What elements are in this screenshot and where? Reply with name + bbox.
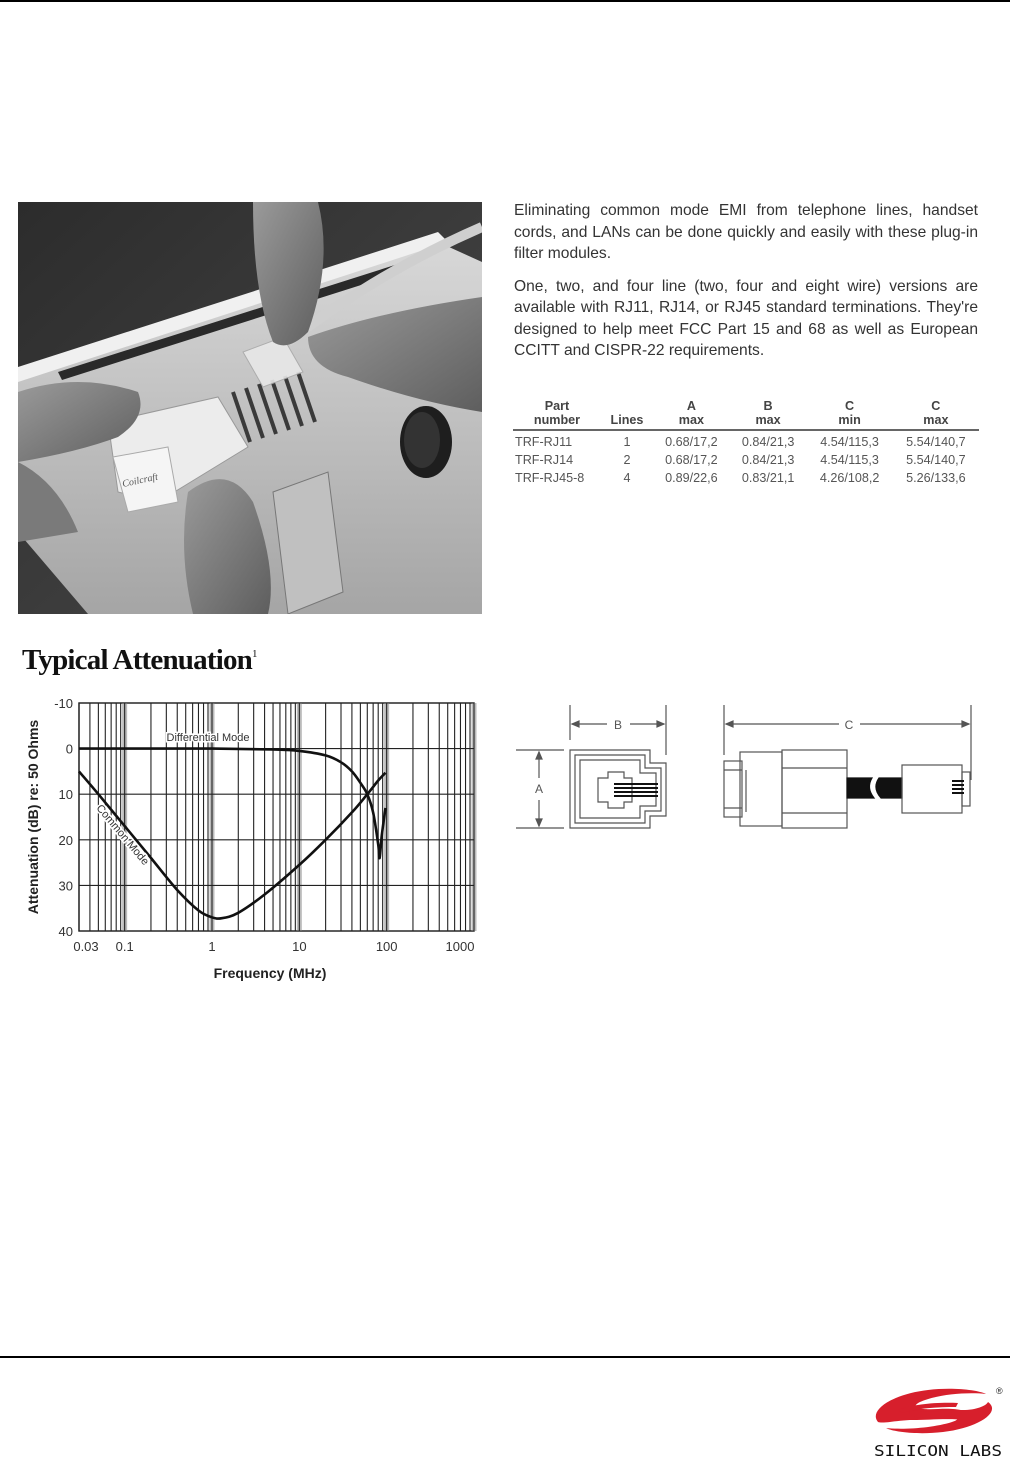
header-lines: Lines: [601, 399, 653, 430]
cell-b-max: 0.83/21,1: [741, 471, 795, 485]
intro-paragraph-2: One, two, and four line (two, four and eight wire) versions are available with RJ11, RJ14, or RJ45 standard terminations. They're designed to help meet FCC Part 15 and 68 as well as European CCITT and CISPR-22 requirements.: [514, 277, 978, 359]
table-row: [513, 451, 979, 469]
y-tick-label: -10: [54, 696, 73, 711]
y-axis-label: Attenuation (dB) re: 50 Ohms: [25, 719, 41, 915]
x-tick-label: 0.1: [115, 939, 134, 954]
dimension-drawings: [512, 700, 982, 840]
cell-lines: 4: [623, 471, 631, 485]
cell-part-number: TRF-RJ11: [515, 435, 573, 449]
dimension-label-b: B: [613, 718, 623, 732]
cell-c-max: 5.54/140,7: [906, 453, 966, 467]
annotation-common-mode: Common Mode: [93, 802, 152, 868]
spec-table: [513, 399, 979, 487]
section-title-text: Typical Attenuation: [22, 644, 252, 676]
y-tick-label: 0: [65, 741, 73, 757]
footer-rule: [0, 1356, 1010, 1358]
cell-c-min: 4.54/115,3: [820, 453, 879, 467]
section-title: [22, 644, 257, 677]
y-tick-label: 30: [58, 878, 73, 894]
cell-a-max: 0.68/17,2: [665, 435, 718, 449]
y-tick-label: 40: [58, 924, 73, 939]
header-rule: [0, 0, 1010, 2]
x-tick-label: 1000: [445, 939, 475, 954]
header-part-number: Part number: [513, 399, 601, 430]
x-axis-label: Frequency (MHz): [213, 965, 327, 981]
chart-grid: [79, 703, 474, 931]
x-tick-label: 0.03: [73, 939, 99, 954]
header-c-min: C min: [806, 399, 892, 430]
x-tick-label: 10: [292, 939, 307, 954]
svg-text:Coilcraft: Coilcraft: [121, 471, 159, 490]
intro-paragraph-1: Eliminating common mode EMI from telephone lines, handset cords, and LANs can be done quickly and easily with these plug-in filter modules.: [514, 202, 978, 262]
dimension-label-a: A: [534, 782, 544, 796]
x-tick-labels: [73, 939, 474, 954]
x-tick-label: 100: [375, 939, 398, 954]
plot-frame: [79, 703, 474, 931]
cell-a-max: 0.89/22,6: [665, 471, 718, 485]
dimension-label-c: C: [844, 718, 854, 732]
header-c-max: C max: [893, 399, 979, 430]
cell-c-min: 4.26/108,2: [819, 471, 880, 485]
cell-lines: 1: [623, 435, 631, 449]
cell-part-number: TRF-RJ14: [515, 453, 574, 467]
cell-b-max: 0.84/21,3: [741, 453, 795, 467]
y-tick-label: 10: [58, 787, 73, 803]
cell-c-min: 4.54/115,3: [820, 435, 879, 449]
connector-end-view: [516, 705, 666, 828]
attenuation-chart: [0, 680, 490, 990]
table-row: [513, 430, 979, 451]
footnote-mark: 1: [251, 648, 258, 660]
x-tick-label: 1: [208, 939, 216, 954]
cell-lines: 2: [623, 453, 631, 467]
header-b-max: B max: [730, 399, 807, 430]
silicon-labs-logo-mark: [876, 1389, 992, 1433]
silicon-labs-logo: [868, 1380, 1008, 1466]
spec-table-header-row: [513, 399, 979, 430]
cell-a-max: 0.68/17,2: [665, 453, 718, 467]
annotation-differential-mode: Differential Mode: [166, 732, 250, 744]
header-a-max: A max: [653, 399, 730, 430]
table-row: [513, 469, 979, 487]
cell-c-max: 5.54/140,7: [906, 435, 966, 449]
intro-text: [514, 200, 978, 373]
cell-b-max: 0.84/21,3: [741, 435, 795, 449]
y-tick-label: 20: [58, 832, 73, 848]
cell-part-number: TRF-RJ45-8: [515, 471, 585, 485]
y-tick-labels: [54, 696, 73, 939]
product-photo: [18, 202, 482, 614]
cell-c-max: 5.26/133,6: [906, 471, 966, 485]
logo-wordmark: SILICON LABS: [874, 1442, 1002, 1460]
logo-registered-mark: ®: [996, 1386, 1003, 1396]
